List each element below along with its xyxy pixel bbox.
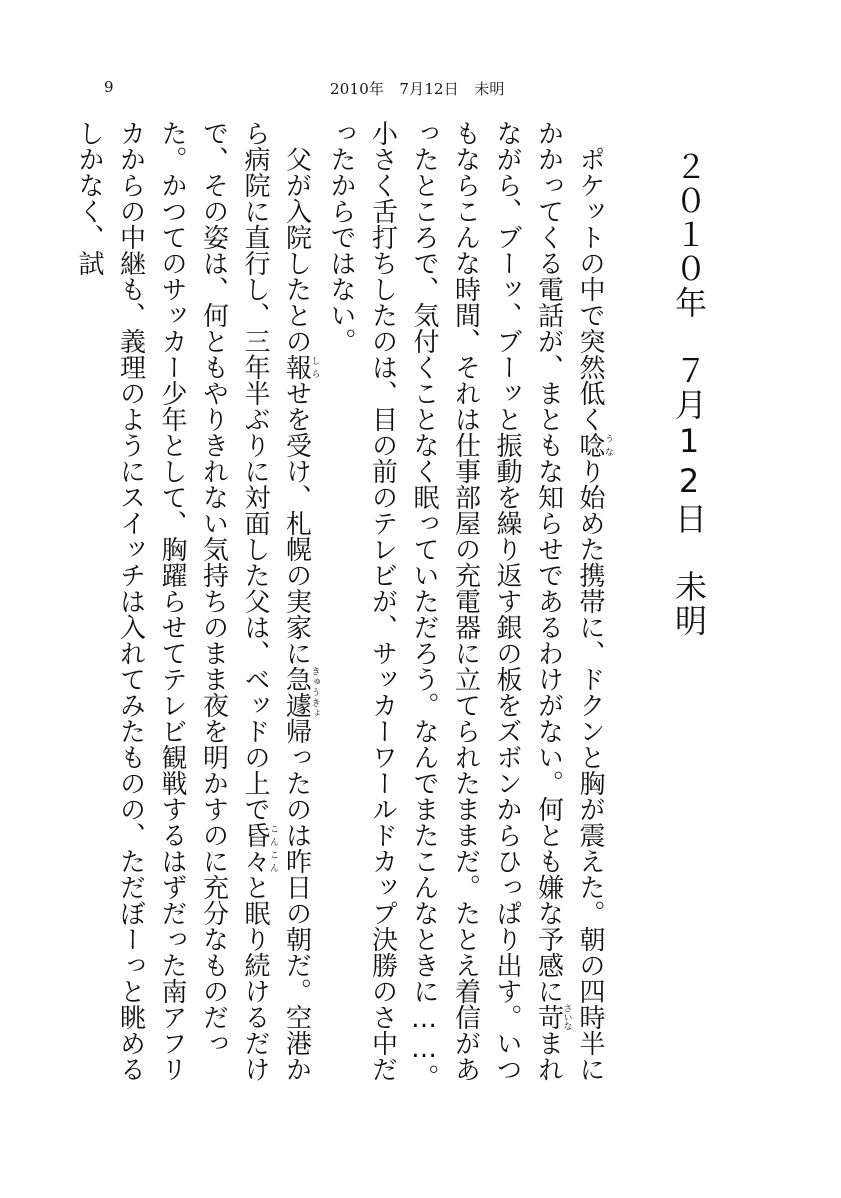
p2-text-a: 父が入院したとの	[281, 146, 312, 354]
ruby-una: 唸うな	[575, 432, 613, 458]
running-title: 2010年 7月12日 未明	[330, 80, 505, 98]
p2-text-b: せを受け、札幌の実家に	[281, 380, 312, 666]
ruby-shira: 報しら	[281, 354, 320, 380]
ruby-saina: 苛さいな	[533, 1003, 572, 1031]
body-text	[74, 120, 613, 1100]
page-header	[0, 78, 841, 102]
ruby-konkon: 昏々こんこん	[240, 822, 278, 874]
p2-text-d: と眠り続けるだけで、その姿は、何ともやりきれない気持ちのまま夜を明かすのに充分なものだった。かつてのサッカー少年として、胸躍らせてテレビ観戦するはずだった南アフリカからの中継も、義理のようにスイッチは入れてみたものの、ただぼーっと眺めるしかなく、試	[74, 120, 270, 1082]
paragraph-1	[320, 120, 614, 1100]
p2-text-c: 帰ったのは昨日の朝だ。空港から病院に直行し、三年半ぶりに対面した父は、ベッドの上で	[240, 120, 312, 1082]
p1-text-c: まれながら、ブーッ、ブーッと振動を繰り返す銀の板をズボンからひっぱり出す。いつもならこんな時間、それは仕事部屋の充電器に立てられたままだ。たとえ着信があったところで、気付くことなく眠っていただろう。なんでまたこんなときに……。小さく舌打ちしたのは、目の前のテレビが、サッカーワールドカップ決勝のさ中だったからではない。	[326, 120, 564, 1090]
ruby-kyuukyo: 急遽きゅうきょ	[281, 666, 320, 718]
page-number: 9	[104, 78, 114, 96]
chapter-title: ２０１０年 ７月12日 未明	[670, 150, 708, 638]
p1-text-a: ポケットの中で突然低く	[575, 146, 605, 432]
paragraph-2	[68, 120, 320, 1100]
p1-text-b: り始めた携帯に、ドクンと胸が震えた。朝の四時半にかかってくる電話が、まともな知らせであるわけがない。何とも嫌な予感に	[533, 120, 605, 1082]
